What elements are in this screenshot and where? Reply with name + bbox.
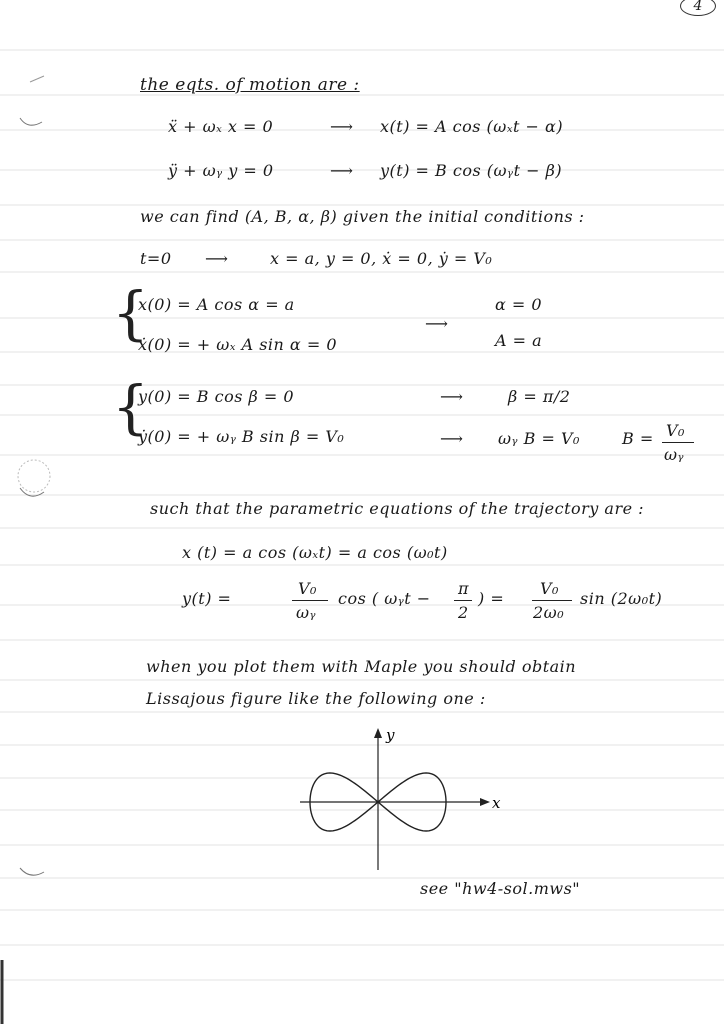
brace-icon: {: [112, 279, 149, 347]
B-result-den: ωᵧ: [664, 445, 685, 464]
x-arrow-icon: [480, 798, 490, 806]
ode-x: ẍ + ωₓ x = 0: [168, 117, 274, 136]
ode-y: ÿ + ωᵧ y = 0: [168, 161, 274, 180]
such-line: such that the parametric equations of the trajectory are :: [150, 499, 645, 518]
param-y-lhs: y(t) =: [182, 589, 232, 608]
param-y-mid: cos ( ωᵧt −: [338, 589, 431, 608]
beta-result: β = π/2: [508, 387, 571, 406]
init-time: t=0: [140, 249, 172, 268]
xdot0-row: ẋ(0) = + ωₓ A sin α = 0: [138, 335, 337, 354]
arrow-icon: ⟶: [330, 161, 354, 180]
find-line: we can find (A, B, α, β) given the initial conditions :: [140, 207, 585, 226]
y-axis-label: y: [386, 726, 395, 744]
arrow-icon: ⟶: [205, 249, 229, 268]
fraction-bar: [532, 600, 572, 601]
solution-x: x(t) = A cos (ωₓt − α): [380, 117, 564, 136]
page-number: 4: [680, 0, 716, 16]
x0-row: x(0) = A cos α = a: [138, 295, 295, 314]
solution-y: y(t) = B cos (ωᵧt − β): [380, 161, 563, 180]
param-y-frac2-den: 2ω₀: [533, 603, 565, 622]
alpha-result: α = 0: [495, 295, 543, 314]
B-result-num: V₀: [666, 421, 685, 440]
arrow-icon: ⟶: [440, 387, 464, 406]
param-y-close: ) =: [478, 589, 505, 608]
param-y-frac1-den: ωᵧ: [296, 603, 317, 622]
fraction-bar: [662, 442, 694, 443]
A-result: A = a: [495, 331, 543, 350]
param-y-pi-num: π: [458, 579, 470, 598]
arrow-icon: ⟶: [330, 117, 354, 136]
when-line-1: when you plot them with Maple you should obtain: [146, 657, 577, 676]
param-y-pi-den: 2: [458, 603, 469, 622]
reference-note: see "hw4-sol.mws": [420, 879, 581, 898]
param-y-end: sin (2ω₀t): [580, 589, 663, 608]
y-arrow-icon: [374, 728, 382, 738]
y0-row: y(0) = B cos β = 0: [138, 387, 295, 406]
ydot0-row: ẏ(0) = + ωᵧ B sin β = V₀: [138, 427, 345, 446]
B-result-lhs: B =: [622, 429, 654, 448]
param-y-frac2-num: V₀: [540, 579, 559, 598]
x-axis-label: x: [492, 794, 501, 812]
fraction-bar: [292, 600, 328, 601]
arrow-icon: ⟶: [425, 314, 449, 333]
arrow-icon: ⟶: [440, 429, 464, 448]
fraction-bar: [454, 600, 472, 601]
param-x: x (t) = a cos (ωₓt) = a cos (ω₀t): [182, 543, 448, 562]
intro-line: the eqts. of motion are :: [140, 75, 360, 95]
lissajous-figure: [290, 722, 520, 872]
init-values: x = a, y = 0, ẋ = 0, ẏ = V₀: [270, 249, 493, 268]
param-y-frac1-num: V₀: [298, 579, 317, 598]
when-line-2: Lissajous figure like the following one :: [146, 689, 486, 708]
brace-icon: {: [112, 373, 149, 441]
wyB-result: ωᵧ B = V₀: [498, 429, 580, 448]
